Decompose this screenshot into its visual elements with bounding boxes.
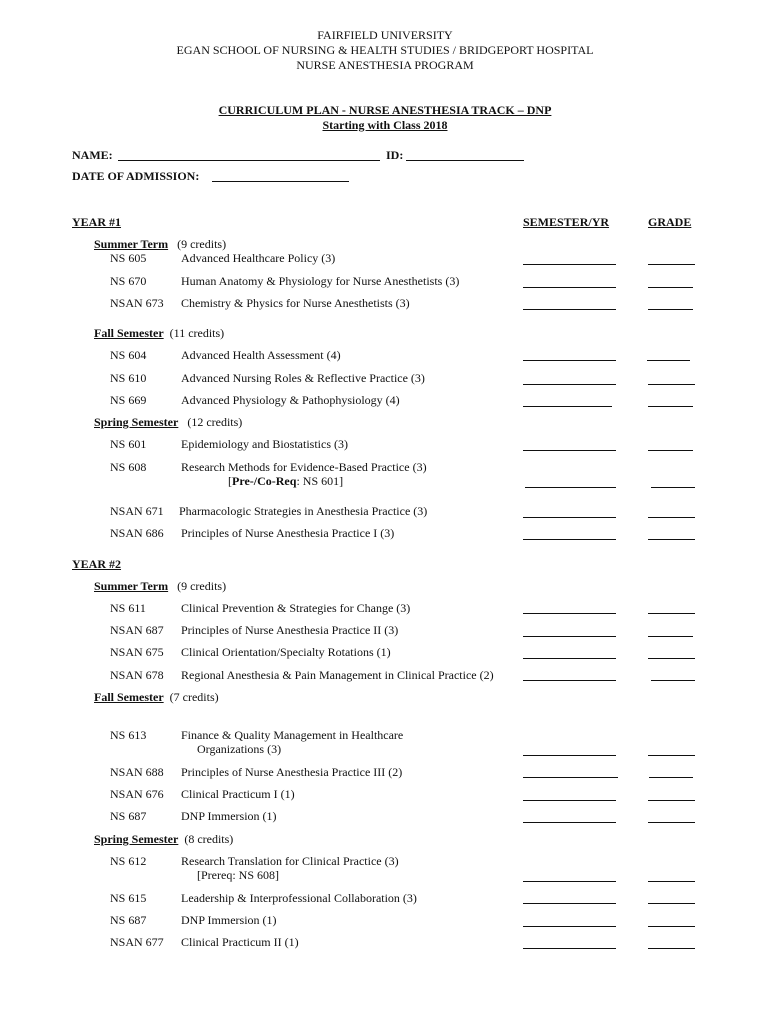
y2-fall-semester: Fall Semester (7 credits) <box>94 690 219 704</box>
course-title: Principles of Nurse Anesthesia Practice III (2) <box>181 765 403 779</box>
grade-field[interactable] <box>648 406 693 407</box>
school-name: EGAN SCHOOL OF NURSING & HEALTH STUDIES / BRIDGEPORT HOSPITAL <box>176 43 594 57</box>
y1-spring-semester: Spring Semester (12 credits) <box>94 415 243 429</box>
course-title: Clinical Practicum I (1) <box>181 787 295 801</box>
semester-field[interactable] <box>523 948 616 949</box>
course-title: Clinical Practicum II (1) <box>181 935 299 949</box>
grade-field[interactable] <box>651 680 695 681</box>
semester-field[interactable] <box>523 903 616 904</box>
semester-field[interactable] <box>525 487 616 488</box>
grade-field[interactable] <box>647 360 690 361</box>
name-label: NAME: <box>72 148 113 162</box>
grade-field[interactable] <box>648 287 693 288</box>
course-title: Research Methods for Evidence-Based Practice (3) <box>181 460 427 474</box>
grade-field[interactable] <box>648 903 695 904</box>
course-prereq: [Pre-/Co-Req: NS 601] <box>228 474 344 488</box>
semester-field[interactable] <box>523 450 616 451</box>
course-title-cont: [Prereq: NS 608] <box>197 868 279 882</box>
course-code: NSAN 678 <box>110 668 164 682</box>
y2-spring-semester: Spring Semester (8 credits) <box>94 832 234 846</box>
admission-label: DATE OF ADMISSION: <box>72 169 200 183</box>
semester-field[interactable] <box>523 406 612 407</box>
grade-field[interactable] <box>648 926 695 927</box>
grade-field[interactable] <box>648 613 695 614</box>
semester-field[interactable] <box>523 680 616 681</box>
grade-field[interactable] <box>648 636 693 637</box>
semester-field[interactable] <box>523 539 616 540</box>
grade-field[interactable] <box>648 755 695 756</box>
grade-field[interactable] <box>648 948 695 949</box>
course-code: NS 601 <box>110 437 147 451</box>
grade-field[interactable] <box>648 800 695 801</box>
course-code: NS 670 <box>110 274 147 288</box>
grade-field[interactable] <box>648 517 695 518</box>
y2-summer-term: Summer Term (9 credits) <box>94 579 227 593</box>
year1-heading: YEAR #1 <box>72 215 122 229</box>
grade-field[interactable] <box>651 487 695 488</box>
university-name: FAIRFIELD UNIVERSITY <box>317 28 453 42</box>
admission-field[interactable] <box>212 181 349 182</box>
grade-field[interactable] <box>648 384 695 385</box>
semester-field[interactable] <box>523 613 616 614</box>
course-code: NSAN 686 <box>110 526 164 540</box>
course-title: Principles of Nurse Anesthesia Practice I (3) <box>181 526 395 540</box>
semester-field[interactable] <box>523 636 616 637</box>
grade-field[interactable] <box>648 450 693 451</box>
semester-field[interactable] <box>523 264 616 265</box>
course-code: NS 604 <box>110 348 147 362</box>
course-title: Advanced Nursing Roles & Reflective Practice (3) <box>181 371 425 385</box>
y1-fall-semester: Fall Semester (11 credits) <box>94 326 225 340</box>
course-title: Principles of Nurse Anesthesia Practice II (3) <box>181 623 399 637</box>
course-code: NSAN 673 <box>110 296 164 310</box>
course-title: Research Translation for Clinical Practice (3) <box>181 854 399 868</box>
course-title: Leadership & Interprofessional Collaboration (3) <box>181 891 417 905</box>
grade-column-header: GRADE <box>648 215 692 229</box>
grade-field[interactable] <box>648 881 695 882</box>
grade-field[interactable] <box>648 658 695 659</box>
course-title: Clinical Prevention & Strategies for Change (3) <box>181 601 411 615</box>
y1-summer-term: Summer Term (9 credits) <box>94 237 227 251</box>
course-code: NSAN 671 <box>110 504 164 518</box>
semester-field[interactable] <box>523 777 618 778</box>
course-code: NS 669 <box>110 393 147 407</box>
name-field[interactable] <box>118 160 380 161</box>
grade-field[interactable] <box>648 539 695 540</box>
course-title: Advanced Physiology & Pathophysiology (4) <box>181 393 400 407</box>
year2-heading: YEAR #2 <box>72 557 122 571</box>
course-title: Regional Anesthesia & Pain Management in Clinical Practice (2) <box>181 668 494 682</box>
semester-field[interactable] <box>523 658 616 659</box>
course-title: DNP Immersion (1) <box>181 809 277 823</box>
course-code: NS 611 <box>110 601 146 615</box>
course-title-cont: Organizations (3) <box>197 742 282 756</box>
grade-field[interactable] <box>649 777 693 778</box>
semester-field[interactable] <box>523 360 616 361</box>
course-code: NS 615 <box>110 891 147 905</box>
course-title: Chemistry & Physics for Nurse Anesthetists (3) <box>181 296 410 310</box>
course-title: Advanced Healthcare Policy (3) <box>181 251 336 265</box>
semester-field[interactable] <box>523 384 616 385</box>
course-title: DNP Immersion (1) <box>181 913 277 927</box>
course-title: Human Anatomy & Physiology for Nurse Anesthetists (3) <box>181 274 460 288</box>
semester-column-header: SEMESTER/YR <box>523 215 610 229</box>
course-code: NS 610 <box>110 371 147 385</box>
id-field[interactable] <box>406 160 524 161</box>
semester-field[interactable] <box>523 755 616 756</box>
course-title: Epidemiology and Biostatistics (3) <box>181 437 348 451</box>
course-title: Advanced Health Assessment (4) <box>181 348 341 362</box>
course-title: Finance & Quality Management in Healthcare <box>181 728 404 742</box>
course-code: NS 605 <box>110 251 147 265</box>
course-code: NSAN 688 <box>110 765 164 779</box>
course-code: NSAN 676 <box>110 787 164 801</box>
course-code: NS 613 <box>110 728 147 742</box>
course-title: Clinical Orientation/Specialty Rotations (1) <box>181 645 391 659</box>
semester-field[interactable] <box>523 800 616 801</box>
semester-field[interactable] <box>523 287 616 288</box>
semester-field[interactable] <box>523 822 616 823</box>
program-name: NURSE ANESTHESIA PROGRAM <box>296 58 474 72</box>
grade-field[interactable] <box>648 822 695 823</box>
semester-field[interactable] <box>523 517 616 518</box>
semester-field[interactable] <box>523 881 616 882</box>
course-code: NS 608 <box>110 460 147 474</box>
grade-field[interactable] <box>648 264 695 265</box>
course-code: NSAN 687 <box>110 623 164 637</box>
semester-field[interactable] <box>523 309 616 310</box>
course-code: NSAN 677 <box>110 935 164 949</box>
course-code: NSAN 675 <box>110 645 164 659</box>
course-title: Pharmacologic Strategies in Anesthesia Practice (3) <box>179 504 428 518</box>
document-title: CURRICULUM PLAN - NURSE ANESTHESIA TRACK – DNP <box>218 103 552 117</box>
semester-field[interactable] <box>523 926 616 927</box>
grade-field[interactable] <box>648 309 693 310</box>
id-label: ID: <box>386 148 404 162</box>
course-code: NS 612 <box>110 854 147 868</box>
course-code: NS 687 <box>110 913 147 927</box>
document-subtitle: Starting with Class 2018 <box>322 118 448 132</box>
course-code: NS 687 <box>110 809 147 823</box>
